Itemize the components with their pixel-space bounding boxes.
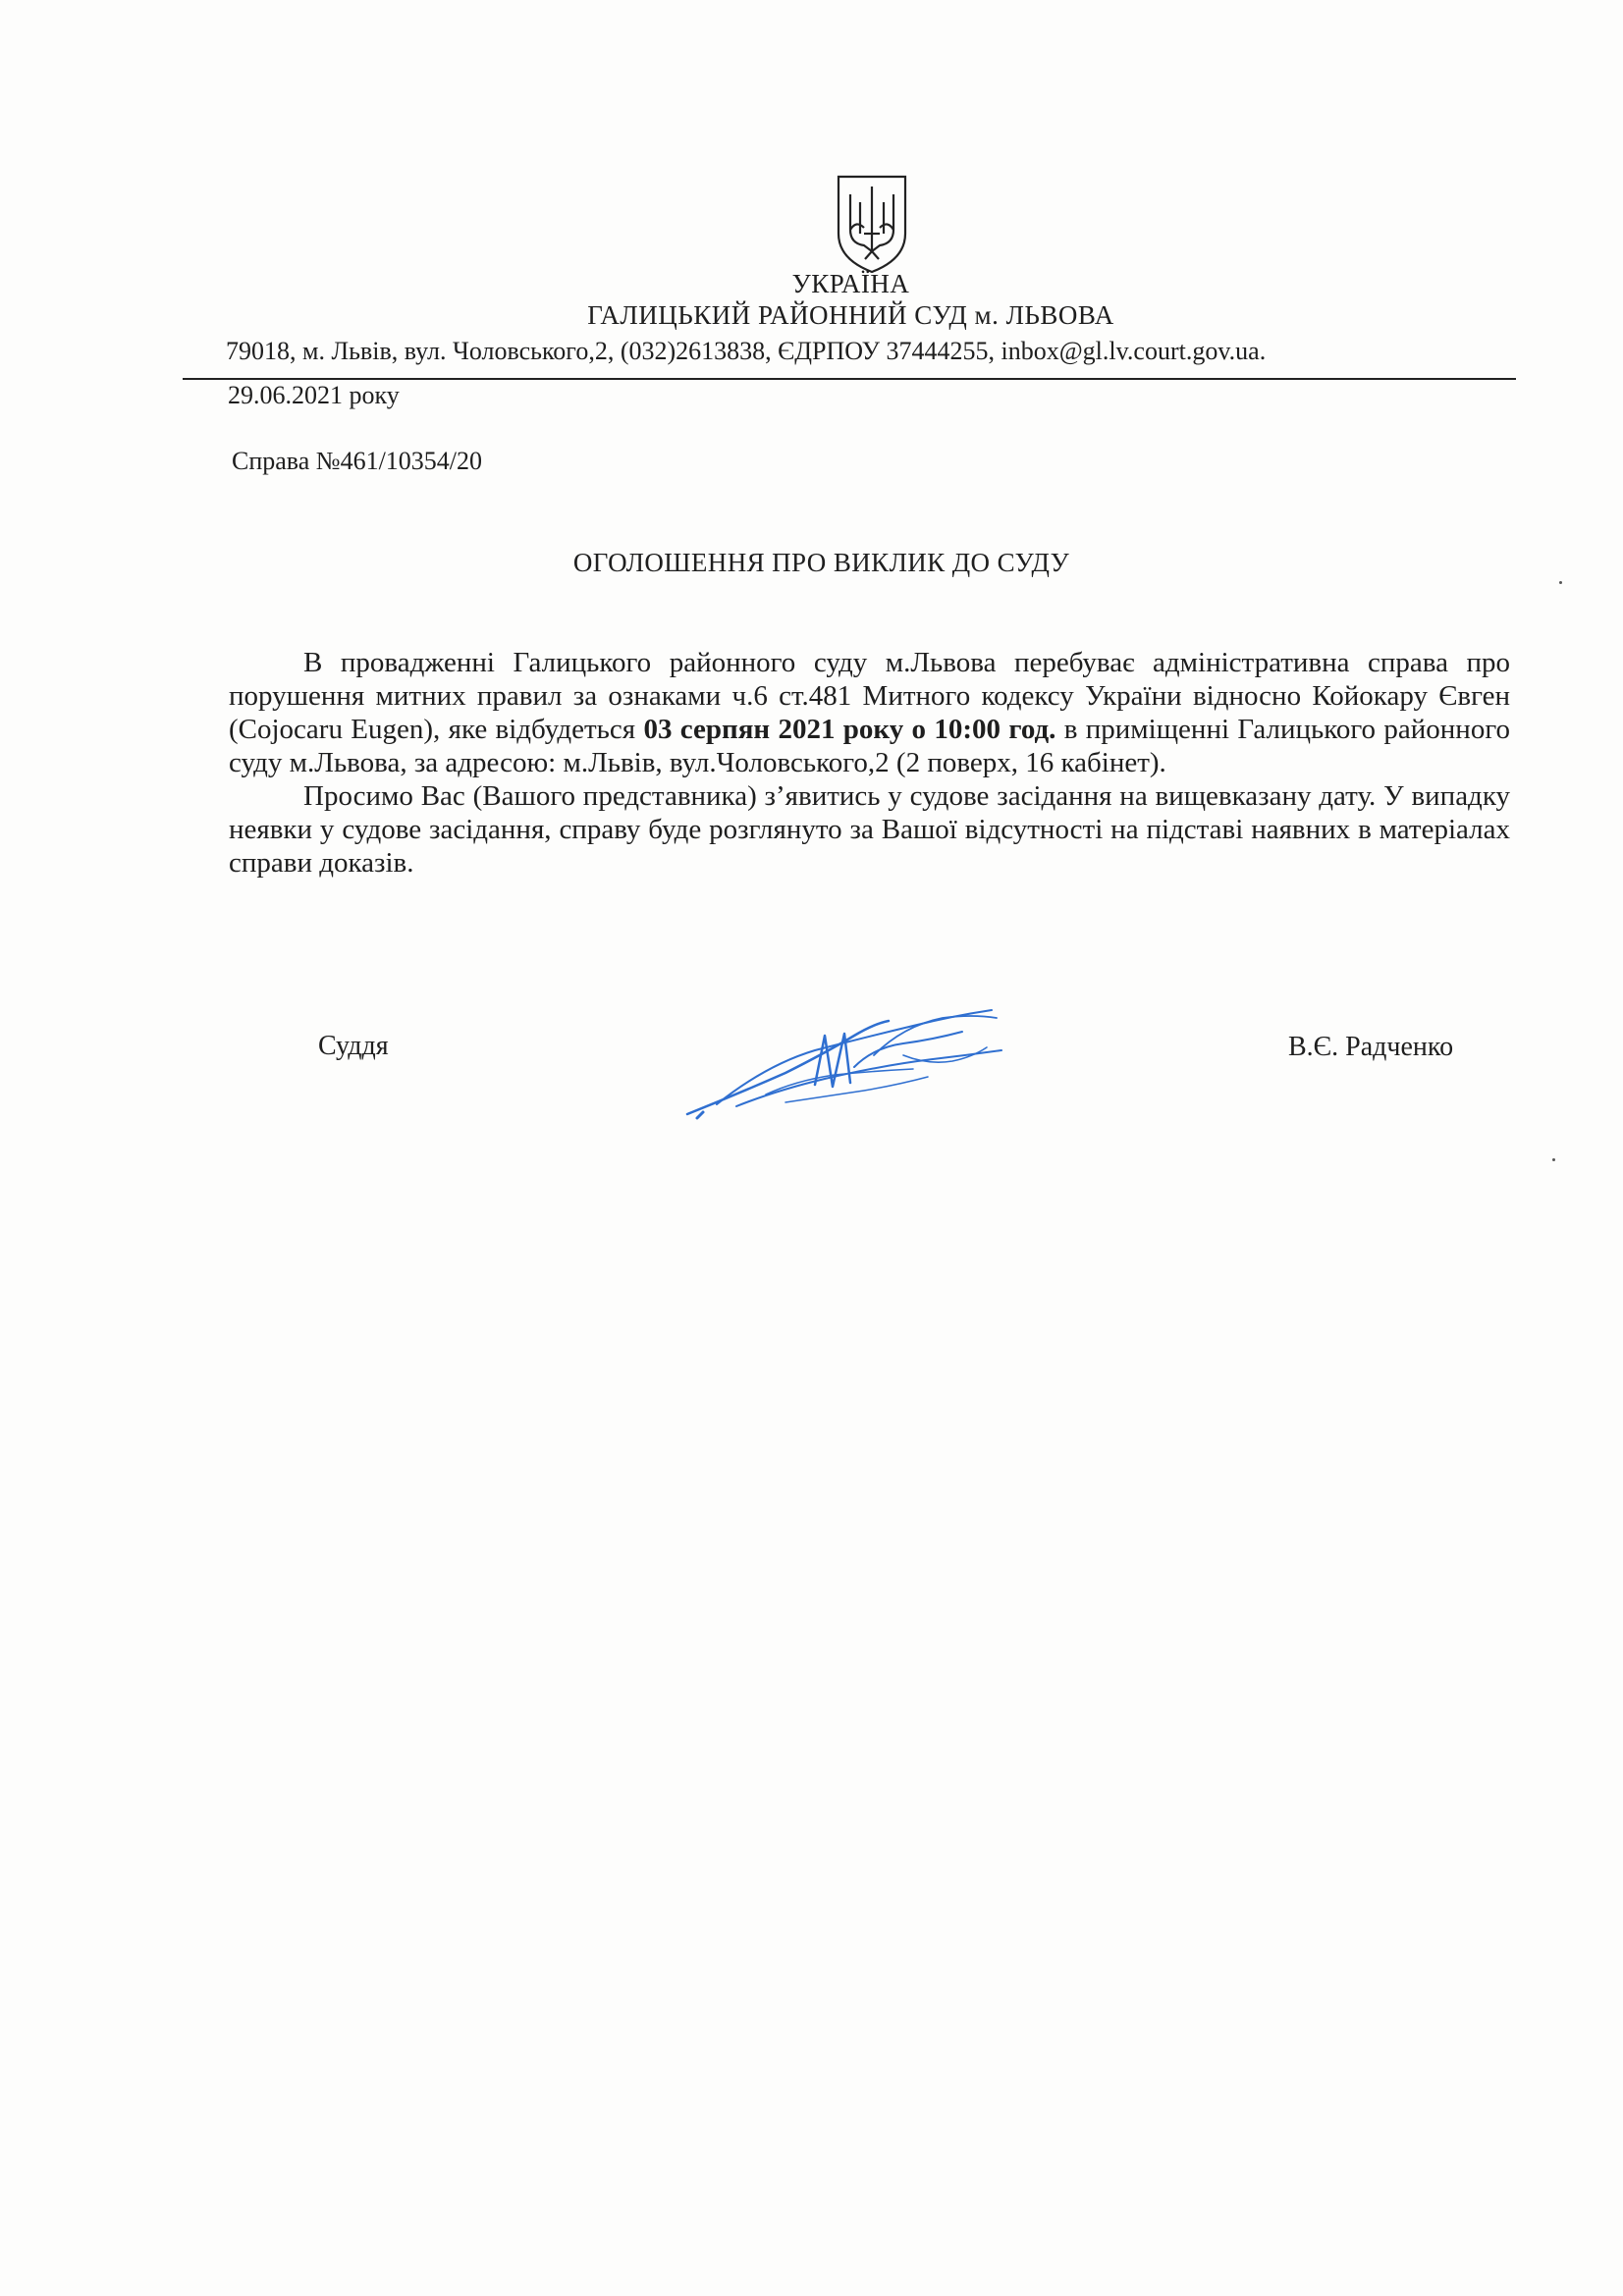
country-name: УКРАЇНА [791, 269, 910, 298]
hearing-date-time: 03 серпян 2021 року о 10:00 год. [643, 714, 1056, 745]
scan-speck [1552, 1158, 1555, 1161]
court-address-line: 79018, м. Львів, вул. Чоловського,2, (032)2613838, ЄДРПОУ 37444255, inbox@gl.lv.court.gov.ua. [226, 337, 1267, 365]
judge-name: В.Є. Радченко [1288, 1032, 1454, 1062]
paragraph-text-after: в приміщенні Галицького районного суду м.Львова, за адресою: м.Львів, вул.Чоловського,2 (2 поверх, 16 кабінет). [229, 714, 1510, 778]
notice-paragraph [229, 646, 1510, 779]
paragraph-text-before: В провадженні Галицького районного суду м.Львова перебуває адміністративна справа про порушення митних правил за ознаками ч.6 ст.481 Митного кодексу України відносно Койокару Євген (Cojocaru Eugen), яке відбудеться [229, 647, 1510, 745]
notice-body [229, 646, 1510, 880]
scan-speck [1559, 581, 1562, 584]
document-title: ОГОЛОШЕННЯ ПРО ВИКЛИК ДО СУДУ [572, 548, 1070, 577]
notice-paragraph: Просимо Вас (Вашого представника) з’явитись у судове засідання на вищевказану дату. У випадку неявки у судове засідання, справу буде розглянуто за Вашої відсутності на підставі наявних в матеріалах справи доказів. [229, 780, 1510, 879]
court-name: ГАЛИЦЬКИЙ РАЙОННИЙ СУД м. ЛЬВОВА [587, 300, 1114, 330]
header-divider [183, 378, 1516, 380]
trident-coat-of-arms-icon [833, 173, 911, 275]
judge-role-label: Суддя [318, 1031, 389, 1061]
document-date: 29.06.2021 року [228, 381, 400, 409]
case-number: Справа №461/10354/20 [232, 447, 483, 475]
handwritten-signature [677, 996, 1011, 1129]
